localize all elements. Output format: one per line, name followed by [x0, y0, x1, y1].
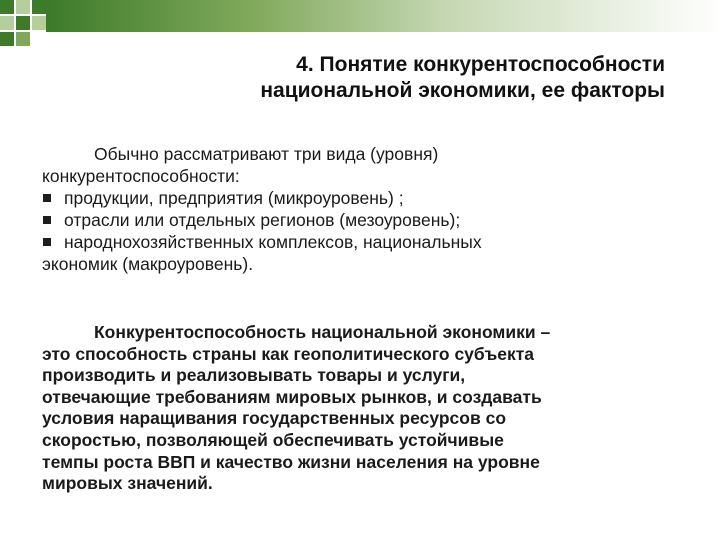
intro-line: Обычно рассматривают три вида (уровня) [94, 144, 439, 164]
decor-square [32, 0, 46, 14]
square-bullet-icon [43, 238, 51, 246]
levels-section [42, 143, 682, 275]
list-item [42, 209, 682, 231]
definition-line: условия наращивания государственных ресурсов со [42, 408, 507, 429]
definition-line: отвечающие требованиям мировых рынков, и создавать [42, 386, 542, 407]
header-decoration [0, 0, 720, 50]
definition-line: производить и реализовывать товары и услуги, [42, 365, 466, 386]
list-item-text: продукции, предприятия (микроуровень) ; [64, 188, 404, 208]
decor-square [0, 16, 14, 30]
intro-line: конкурентоспособности: [42, 166, 240, 186]
list-item-text: народнохозяйственных комплексов, национальных [64, 232, 482, 252]
definition-line: Конкурентоспособность национальной экономики – [94, 322, 551, 342]
title-line: 4. Понятие конкурентоспособности [296, 53, 665, 76]
definition-line: темпы роста ВВП и качество жизни населения на уровне [42, 451, 540, 472]
square-bullet-icon [43, 194, 51, 202]
header-gradient-bar [46, 0, 720, 32]
decor-square [16, 0, 30, 14]
decor-square [0, 32, 14, 46]
decor-square [32, 16, 46, 30]
list-item [42, 231, 682, 253]
decor-square [16, 16, 30, 30]
list-item [42, 187, 682, 209]
decor-square [16, 32, 30, 46]
definition-paragraph [42, 322, 708, 495]
definition-line: скоростью, позволяющей обеспечивать устойчивые [42, 429, 504, 450]
square-bullet-icon [43, 216, 51, 224]
list-item-continuation: экономик (макроуровень). [42, 254, 254, 274]
list-item-text: отрасли или отдельных регионов (мезоуровень); [64, 210, 461, 230]
title-line: национальной экономики, ее факторы [260, 79, 665, 102]
slide-title [105, 52, 665, 104]
definition-line: мировых значений. [42, 473, 213, 494]
definition-line: это способность страны как геополитического субъекта [42, 343, 535, 364]
decor-square [0, 0, 14, 14]
